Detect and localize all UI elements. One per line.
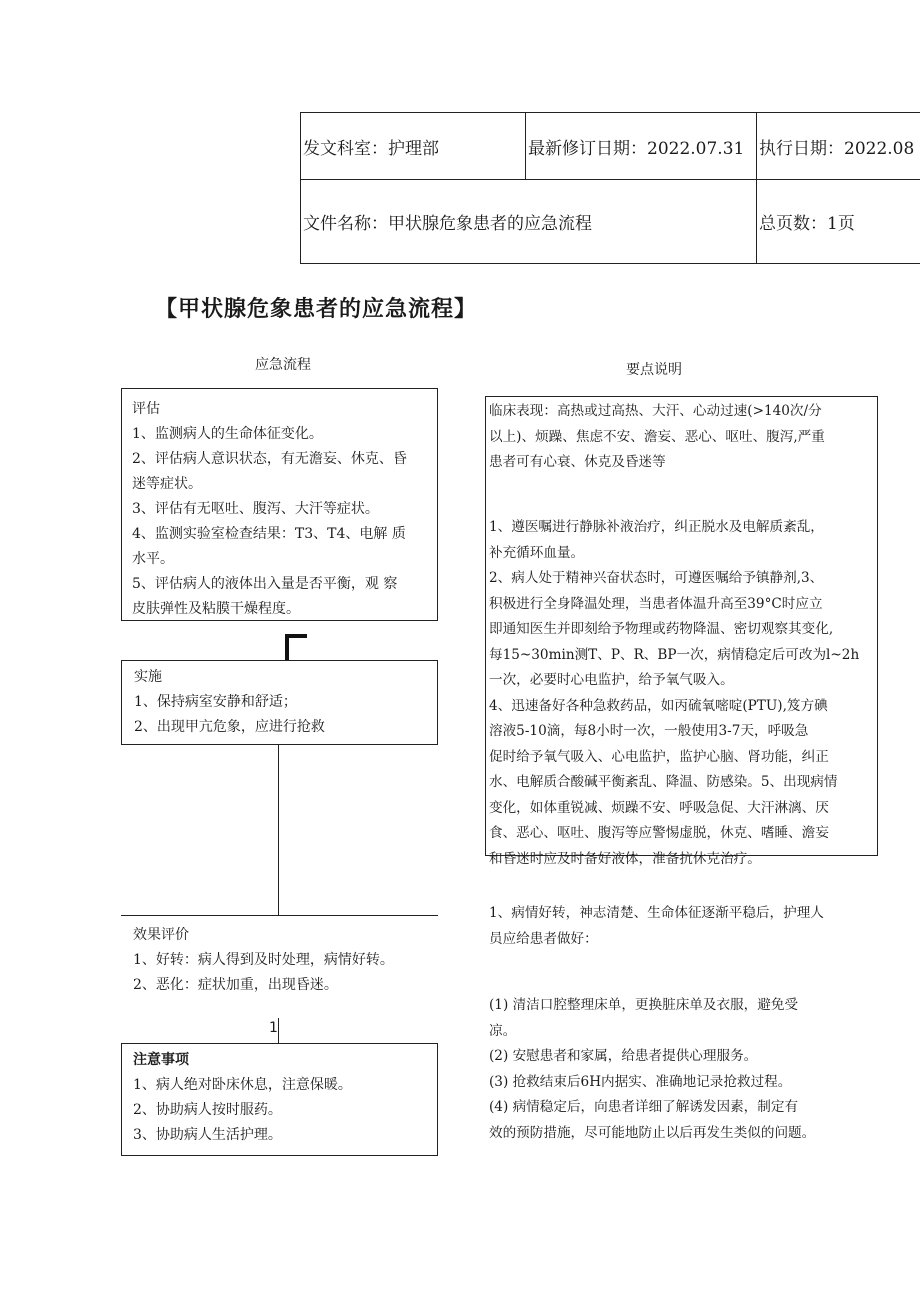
assessment-line: 5、评估病人的液体出入量是否平衡，观 察 <box>132 576 398 592</box>
assessment-line: 皮肤弹性及粘膜干燥程度。 <box>132 601 300 617</box>
care-line: 凉。 <box>489 1022 517 1039</box>
header-dept: 发文科室：护理部 <box>301 113 526 180</box>
assessment-line: 3、评估有无呕吐、腹泻、大汗等症状。 <box>132 501 379 517</box>
treatment-line: 每15~30min测T、P、R、BP一次，病情稳定后可改为l~2h <box>489 646 860 663</box>
notes-line: 3、协助病人生活护理。 <box>133 1127 282 1143</box>
assessment-heading: 评估 <box>132 401 160 417</box>
care-line: (3) 抢救结束后6H内据实、准确地记录抢救过程。 <box>489 1073 792 1090</box>
evaluation-top-border <box>121 915 438 916</box>
aftercare-line: 员应给患者做好： <box>489 930 598 947</box>
explanation-box <box>485 396 878 867</box>
aftercare-line: 1、病情好转，神志清楚、生命体征逐渐平稳后，护理人 <box>489 905 824 921</box>
assessment-box <box>121 388 438 621</box>
evaluation-heading: 效果评价 <box>133 927 189 943</box>
header-exec: 执行日期：2022.08 <box>757 113 920 180</box>
column-heading-notes: 要点说明 <box>626 362 682 378</box>
assessment-line: 水平。 <box>132 551 174 567</box>
care-line: 效的预防措施，尽可能地防止以后再发生类似的问题。 <box>489 1124 816 1141</box>
column-heading-flow: 应急流程 <box>255 357 311 373</box>
treatment-line: 补充循环血量。 <box>489 544 585 561</box>
treatment-line: 积极进行全身降温处理，当患者体温升高至39°C时应立 <box>489 595 823 612</box>
clinical-line: 临床表现：高热或过高热、大汗、心动过速(>140次/分 <box>489 403 822 419</box>
implementation-line: 2、出现甲亢危象，应进行抢救 <box>134 719 325 735</box>
treatment-line: 2、病人处于精神兴奋状态时，可遵医嘱给予镇静剂,3、 <box>489 570 824 586</box>
assessment-line: 1、监测病人的生命体征变化。 <box>132 426 323 442</box>
assessment-line: 迷等症状。 <box>132 476 202 492</box>
treatment-line: 即通知医生并即刻给予物理或药物降温、密切观察其变化, <box>489 621 834 637</box>
treatment-line: 1、遵医嘱进行静脉补液治疗，纠正脱水及电解质紊乱， <box>489 519 824 535</box>
assessment-line: 2、评估病人意识状态，有无澹妄、休克、昏 <box>132 451 407 467</box>
implementation-heading: 实施 <box>134 669 162 685</box>
evaluation-line: 1、好转：病人得到及时处理，病情好转。 <box>133 952 394 968</box>
treatment-line: 食、恶心、呕吐、腹泻等应警惕虚脱，休克、嗜睡、澹妄 <box>489 825 829 841</box>
notes-line: 1、病人绝对卧床休息，注意保暖。 <box>133 1077 352 1093</box>
header-filename: 文件名称：甲状腺危象患者的应急流程 <box>301 180 757 264</box>
header-pages: 总页数：1页 <box>757 180 920 264</box>
header-revised: 最新修订日期：2022.07.31 <box>526 113 757 180</box>
assessment-line: 4、监测实验室检查结果：T3、T4、电解 质 <box>132 526 406 542</box>
evaluation-line: 2、恶化：症状加重，出现昏迷。 <box>133 977 338 993</box>
connector-line <box>278 745 279 915</box>
treatment-line: 溶液5-10滴，每8小时一次，一般使用3-7天，呼吸急 <box>489 723 809 739</box>
connector-bracket-side <box>285 634 289 660</box>
treatment-line: 变化，如体重锐减、烦躁不安、呼吸急促、大汗淋漓、厌 <box>489 799 829 816</box>
step-marker: 1 <box>269 1020 278 1036</box>
clinical-line: 患者可有心衰、休克及昏迷等 <box>489 454 666 470</box>
implementation-line: 1、保持病室安静和舒适； <box>134 694 297 710</box>
clinical-line: 以上)、烦躁、焦虑不安、澹妄、恶心、呕吐、腹泻,严重 <box>489 428 825 445</box>
implementation-box <box>121 660 438 745</box>
connector-line <box>278 1018 279 1043</box>
header-table <box>300 112 920 264</box>
treatment-line: 水、电解质合酸碱平衡紊乱、降温、防感染。5、出现病情 <box>489 774 838 790</box>
notes-line: 2、协助病人按时服药。 <box>133 1102 282 1118</box>
care-line: (4) 病情稳定后，向患者详细了解诱发因素，制定有 <box>489 1099 799 1115</box>
treatment-line: 4、迅速备好各种急救药品，如丙硫氧嘧啶(PTU),笈方碘 <box>489 697 828 714</box>
page-title: 【甲状腺危象患者的应急流程】 <box>155 297 478 322</box>
notes-box <box>121 1043 438 1156</box>
treatment-line: 一次，必要时心电监护，给予氧气吸入。 <box>489 672 734 688</box>
care-line: (2) 安慰患者和家属，给患者提供心理服务。 <box>489 1048 758 1064</box>
care-line: (1) 清洁口腔整理床单，更换脏床单及衣服，避免受 <box>489 997 799 1013</box>
treatment-line: 促时给予氧气吸入、心电监护，监护心脑、肾功能，纠正 <box>489 748 829 765</box>
notes-heading: 注意事项 <box>133 1052 189 1068</box>
treatment-line: 和昏迷时应及时备好液体，准备抗休克治疗。 <box>489 850 761 867</box>
